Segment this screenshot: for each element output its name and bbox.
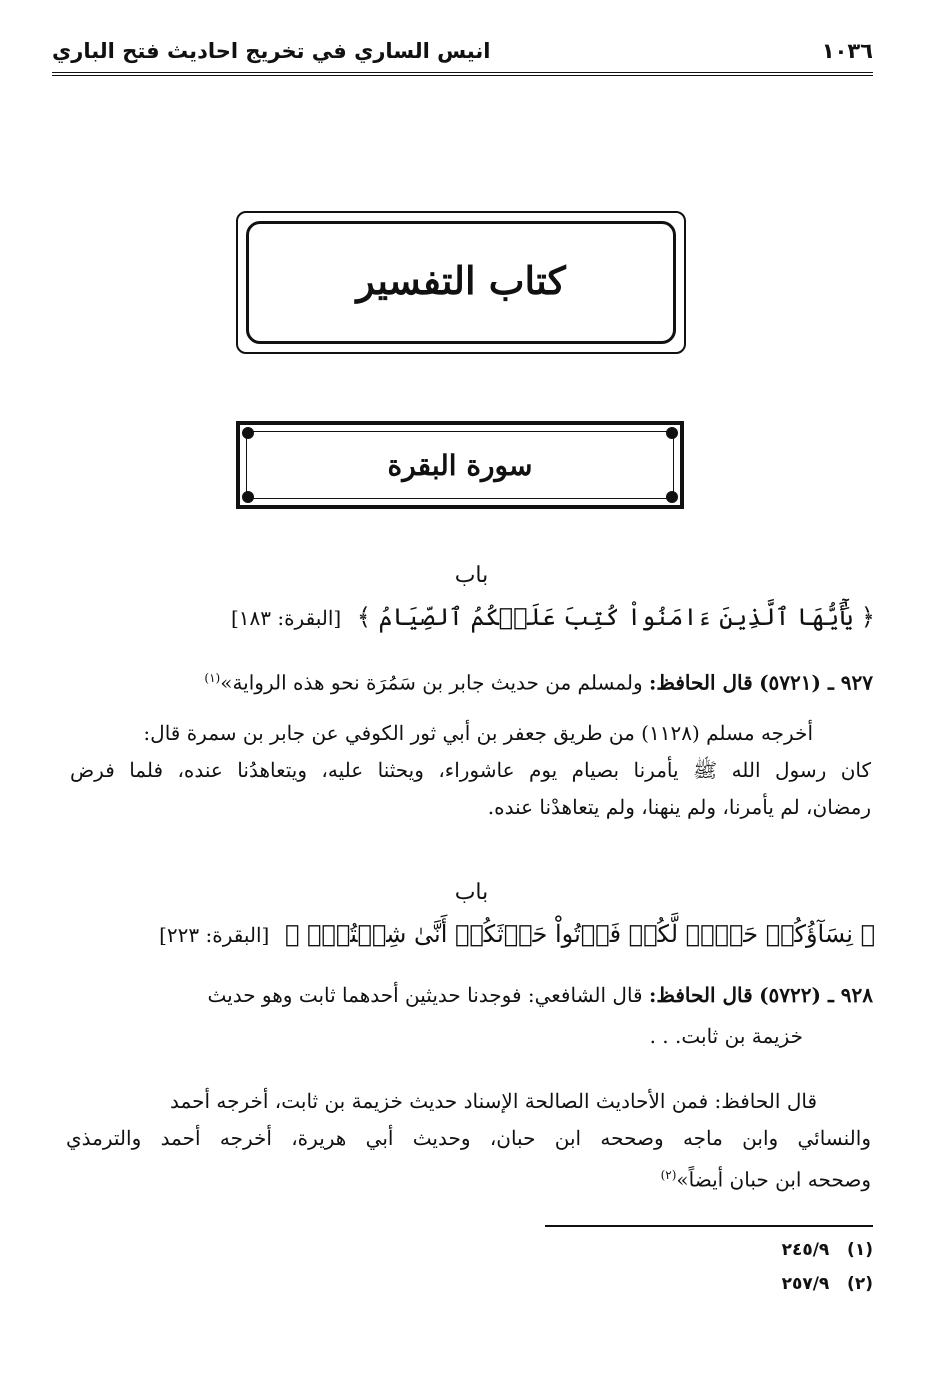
commentary-line: أخرجه مسلم (١١٢٨) من طريق جعفر بن أبي ثور الكوفي عن جابر بن سمرة قال: (143, 721, 813, 745)
qal-label: قال الحافظ: (648, 670, 753, 695)
footnote-separator (545, 1225, 873, 1227)
header-rule (52, 72, 873, 78)
hadith-number: ٩٢٨ ـ (٥٧٢٢) (759, 983, 873, 1007)
verse-text: ﴿ نِسَآؤُكُمۡ حَرۡثٞ لَّكُمۡ فَأۡتُواْ حَرۡثَكُمۡ أَنَّىٰ شِئۡتُمۡۖ ﴾ (285, 920, 875, 948)
surah-heading: سورة البقرة (387, 448, 533, 482)
commentary-line: والنسائي وابن ماجه وصححه ابن حبان، وحديث أبي هريرة، أخرجه أحمد والترمذي (66, 1126, 871, 1150)
commentary-line: رمضان، لم يأمرنا، ولم ينهنا، ولم يتعاهدْنا عنده. (487, 795, 871, 819)
book-heading-frame (236, 211, 686, 354)
quran-verse (140, 603, 875, 631)
commentary-927 (70, 715, 871, 826)
hadith-928 (60, 977, 873, 1055)
corner-ornament (666, 491, 678, 503)
corner-ornament (242, 491, 254, 503)
verse-text: ﴿ يَٰٓأَيُّهَا ٱلَّذِينَ ءَامَنُواْ كُتِبَ عَلَيۡكُمُ ٱلصِّيَامُ ﴾ (356, 603, 875, 631)
footnote-marker: (٢) (847, 1274, 873, 1294)
footnote-marker: (٢) (660, 1168, 677, 1182)
page-number: ١٠٣٦ (821, 39, 873, 63)
corner-ornament (666, 427, 678, 439)
corner-ornament (242, 427, 254, 439)
commentary-line: كان رسول الله ﷺ يأمرنا بصيام يوم عاشوراء، ويحثنا عليه، ويتعاهدُنا عنده، فلما فرض (70, 758, 871, 782)
qal-label: قال الحافظ: (648, 983, 753, 1007)
verse-reference: [البقرة: ١٨٣] (230, 606, 342, 630)
bab-heading: باب (454, 880, 489, 905)
footnote (782, 1274, 873, 1294)
commentary-928 (66, 1083, 871, 1199)
bab-heading: باب (454, 563, 489, 588)
running-header (52, 34, 873, 68)
quran-verse (160, 920, 875, 948)
commentary-line: قال الحافظ: فمن الأحاديث الصالحة الإسناد حديث خزيمة بن ثابت، أخرجه أحمد (170, 1089, 817, 1113)
footnote-marker: (١) (847, 1240, 873, 1260)
surah-heading-frame (236, 421, 684, 509)
footnote-text: ٢٥٧/٩ (781, 1274, 830, 1294)
footnote (782, 1240, 873, 1260)
book-heading: كتاب التفسير (356, 258, 566, 303)
footnote-text: ٢٤٥/٩ (781, 1240, 830, 1260)
commentary-line: وصححه ابن حبان أيضاً» (676, 1167, 871, 1192)
hadith-927 (70, 660, 873, 702)
footnote-marker: (١) (204, 671, 221, 685)
hadith-text: ولمسلم من حديث جابر بن سَمُرَة نحو هذه الرواية» (220, 670, 643, 695)
running-book-title: انيس الساري في تخريج احاديث فتح الباري (52, 39, 491, 63)
verse-reference: [البقرة: ٢٢٣] (159, 923, 270, 947)
hadith-text-continued: خزيمة بن ثابت. . . (649, 1024, 803, 1048)
hadith-text: قال الشافعي: فوجدنا حديثين أحدهما ثابت وهو حديث (207, 983, 643, 1007)
hadith-number: ٩٢٧ ـ (٥٧٢١) (759, 670, 873, 695)
